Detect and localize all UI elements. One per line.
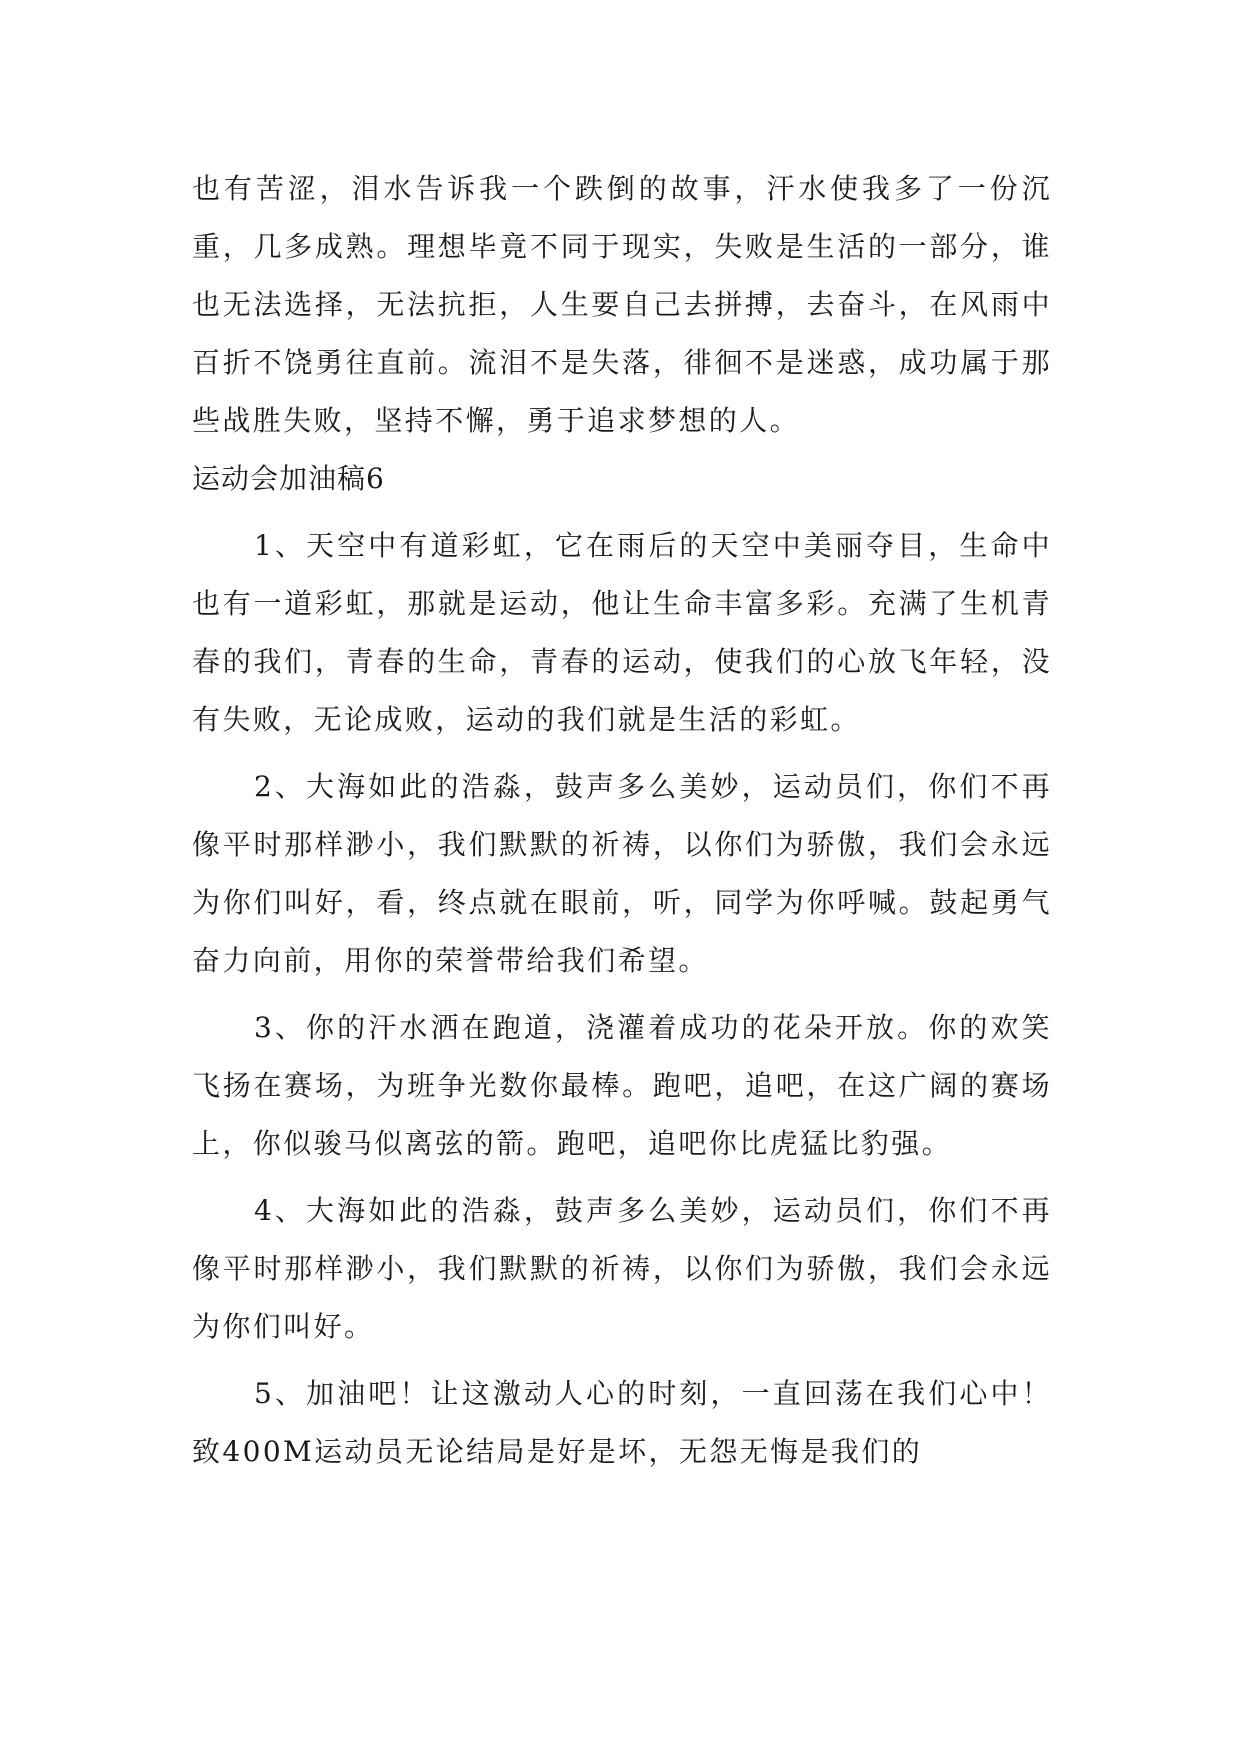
paragraph-item-3: 3、你的汗水洒在跑道，浇灌着成功的花朵开放。你的欢笑飞扬在赛场，为班争光数你最棒。跑吧，追吧，在这广阔的赛场上，你似骏马似离弦的箭。跑吧，追吧你比虎猛比豹强。 (192, 1011, 1052, 1160)
paragraph-item-1: 1、天空中有道彩虹，它在雨后的天空中美丽夺目，生命中也有一道彩虹，那就是运动，他让生命丰富多彩。充满了生机青春的我们，青春的生命，青春的运动，使我们的心放飞年轻，没有失败，无论成败，运动的我们就是生活的彩虹。 (192, 529, 1052, 736)
paragraph-item-2: 2、大海如此的浩淼，鼓声多么美妙，运动员们，你们不再像平时那样渺小，我们默默的祈祷，以你们为骄傲，我们会永远为你们叫好，看，终点就在眼前，听，同学为你呼喊。鼓起勇气奋力向前，用你的荣誉带给我们希望。 (192, 770, 1052, 977)
section-heading: 运动会加油稿6 (192, 462, 385, 495)
document-body (192, 160, 1052, 1481)
paragraph-item-4: 4、大海如此的浩淼，鼓声多么美妙，运动员们，你们不再像平时那样渺小，我们默默的祈祷，以你们为骄傲，我们会永远为你们叫好。 (192, 1194, 1052, 1343)
paragraph-continued: 也有苦涩，泪水告诉我一个跌倒的故事，汗水使我多了一份沉重，几多成熟。理想毕竟不同于现实，失败是生活的一部分，谁也无法选择，无法抗拒，人生要自己去拼搏，去奋斗，在风雨中百折不饶勇往直前。流泪不是失落，徘徊不是迷惑，成功属于那些战胜失败，坚持不懈，勇于追求梦想的人。 (192, 172, 1052, 437)
paragraph-item-5: 5、加油吧！让这激动人心的时刻，一直回荡在我们心中！致400M运动员无论结局是好是坏，无怨无悔是我们的 (192, 1377, 1052, 1468)
